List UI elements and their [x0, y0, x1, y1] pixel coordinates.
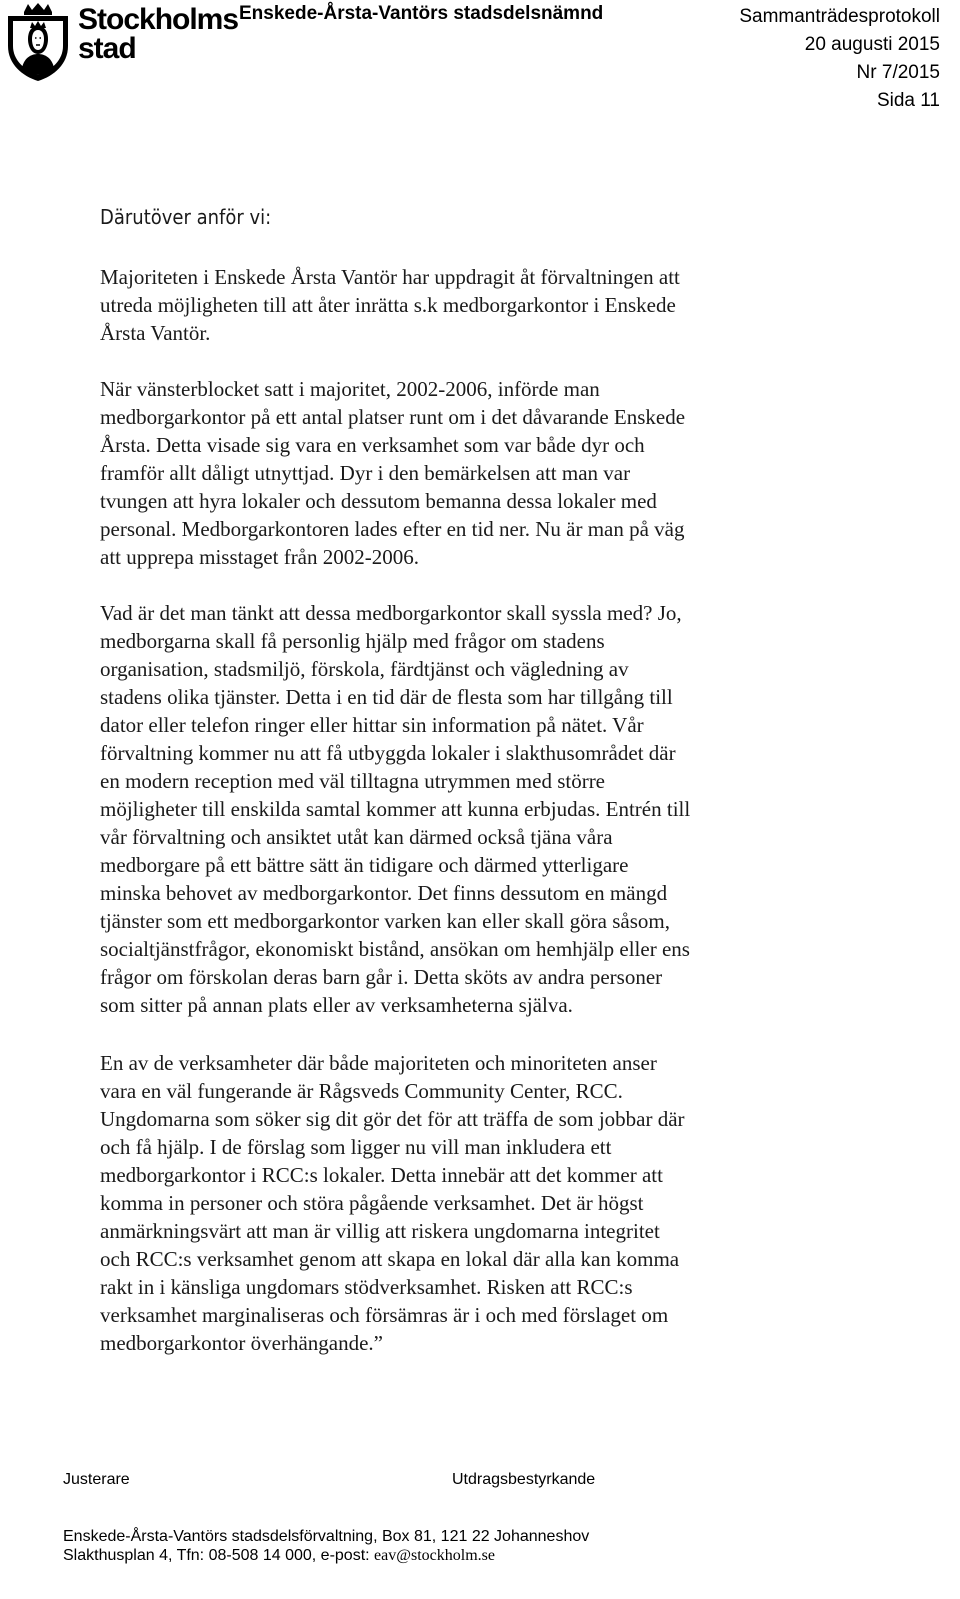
text-line: utreda möjligheten till att åter inrätta s.k medborgarkontor i Enskede [100, 293, 676, 317]
logo-text [78, 3, 239, 65]
text-line: anmärkningsvärt att man är villig att riskera ungdomarna integritet [100, 1219, 660, 1243]
text-line: Årsta Vantör. [100, 321, 211, 345]
text-line: förvaltning kommer nu att få utbyggda lokaler i slakthusområdet där [100, 741, 676, 765]
page-number: Sida 11 [876, 90, 940, 111]
address-line-1: Enskede-Årsta-Vantörs stadsdelsförvaltning, Box 81, 121 22 Johanneshov [63, 1528, 590, 1545]
header-meta [739, 3, 940, 115]
logo-line2: stad [78, 31, 136, 65]
text-line: möjligheter till enskilda samtal kommer att kunna erbjudas. Entrén till [100, 797, 691, 821]
text-line: minska behovet av medborgarkontor. Det finns dessutom en mängd [100, 881, 668, 905]
paragraph-2 [100, 375, 800, 571]
text-line: komma in personer och störa pågående verksamhet. Det är högst [100, 1191, 644, 1215]
text-line: När vänsterblocket satt i majoritet, 2002-2006, införde man [100, 377, 600, 401]
email-link[interactable]: eav@stockholm.se [374, 1547, 495, 1564]
text-line: medborgarna skall få personlig hjälp med frågor om stadens [100, 629, 605, 653]
text-line: frågor om förskolan deras barn går i. Detta sköts av andra personer [100, 965, 663, 989]
text-line: medborgarkontor i RCC:s lokaler. Detta innebär att det kommer att [100, 1163, 663, 1187]
text-line: vår förvaltning och ansiktet utåt kan därmed också tjäna våra [100, 825, 613, 849]
text-line: att upprepa misstaget från 2002-2006. [100, 545, 419, 569]
text-line: en modern reception med väl tilltagna utrymmen med större [100, 769, 606, 793]
text-line: rakt in i känsliga ungdomars stödverksamhet. Risken att RCC:s [100, 1275, 633, 1299]
text-line: dator eller telefon ringer eller hittar sin information på nätet. Vår [100, 713, 644, 737]
logo-line1: Stockholms [78, 3, 239, 36]
paragraph-4 [100, 1049, 800, 1357]
address-line-2 [63, 1547, 495, 1565]
text-line: framför allt dåligt utnyttjad. Dyr i den bemärkelsen att man var [100, 461, 631, 485]
committee-name: Enskede-Årsta-Vantörs stadsdelsnämnd [239, 3, 604, 24]
text-line: som sitter på annan plats eller av verksamheterna själva. [100, 993, 573, 1017]
stockholms-stad-logo [4, 2, 239, 82]
utdragsbestyrkande-label: Utdragsbestyrkande [452, 1471, 596, 1488]
meeting-date: 20 augusti 2015 [804, 34, 940, 55]
address-line-2-text: Slakthusplan 4, Tfn: 08-508 14 000, e-post: [63, 1547, 375, 1564]
paragraph-3 [100, 599, 800, 1019]
text-line: Årsta. Detta visade sig vara en verksamhet som var både dyr och [100, 433, 645, 457]
text-line: socialtjänstfrågor, ekonomiskt bistånd, ansökan om hemhjälp eller ens [100, 937, 690, 961]
text-line: En av de verksamheter där både majoriteten och minoriteten anser [100, 1051, 657, 1075]
text-line: Ungdomarna som söker sig dit gör det för att träffa de som jobbar där [100, 1107, 685, 1131]
text-line: tvungen att hyra lokaler och dessutom bemanna dessa lokaler med [100, 489, 657, 513]
protocol-number: Nr 7/2015 [856, 62, 940, 83]
document-type: Sammanträdesprotokoll [739, 6, 940, 27]
text-line: organisation, stadsmiljö, förskola, färdtjänst och vägledning av [100, 657, 629, 681]
text-line: personal. Medborgarkontoren lades efter en tid ner. Nu är man på väg [100, 517, 685, 541]
text-line: och få hjälp. I de förslag som ligger nu vill man inkludera ett [100, 1135, 612, 1159]
text-line: medborgarkontor på ett antal platser runt om i det dåvarande Enskede [100, 405, 686, 429]
paragraph-1 [100, 263, 800, 347]
text-line: och RCC:s verksamhet genom att skapa en lokal där alla kan komma [100, 1247, 680, 1271]
intro-heading: Därutöver anför vi: [100, 205, 272, 229]
text-line: medborgarkontor överhängande.” [100, 1331, 384, 1355]
text-line: tjänster som ett medborgarkontor varken kan eller skall göra såsom, [100, 909, 670, 933]
stockholm-crest-icon [4, 2, 72, 82]
text-line: stadens olika tjänster. Detta i en tid där de flesta som har tillgång till [100, 685, 673, 709]
text-line: vara en väl fungerande är Rågsveds Community Center, RCC. [100, 1079, 623, 1103]
justerare-label: Justerare [63, 1471, 130, 1488]
text-line: Majoriteten i Enskede Årsta Vantör har uppdragit åt förvaltningen att [100, 265, 680, 289]
text-line: verksamhet marginaliseras och försämras är i och med förslaget om [100, 1303, 669, 1327]
text-line: Vad är det man tänkt att dessa medborgarkontor skall syssla med? Jo, [100, 601, 682, 625]
text-line: medborgare på ett bättre sätt än tidigare och därmed ytterligare [100, 853, 629, 877]
